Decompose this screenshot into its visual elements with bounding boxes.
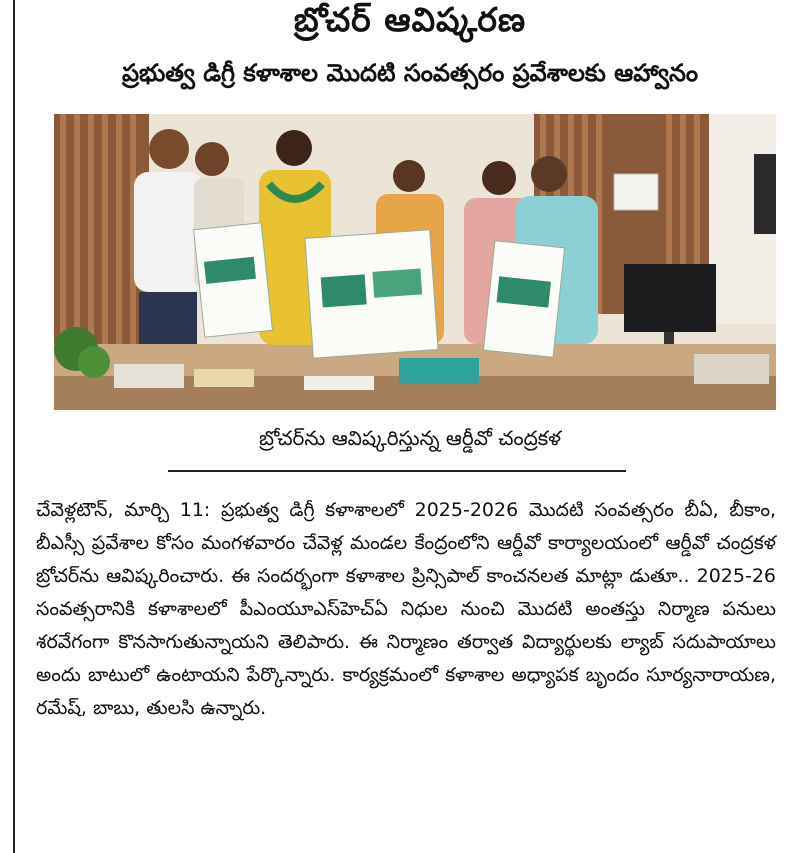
brochure-left: [194, 223, 273, 338]
caption-divider: [168, 470, 626, 472]
photo-caption: బ్రోచర్‌ను ఆవిష్కరిస్తున్న ఆర్డీవో చంద్రకళ: [258, 426, 562, 450]
headline: బ్రోచర్ ఆవిష్కరణ: [293, 0, 527, 39]
column-rule: [13, 0, 15, 853]
news-photo: [54, 114, 776, 410]
subheadline: ప్రభుత్వ డిగ్రీ కళాశాల మొదటి సంవత్సరం ప్రవేశాలకు ఆహ్వానం: [121, 59, 699, 87]
brochure-center: [305, 230, 438, 358]
brochure-right: [483, 241, 564, 358]
article-body: చేవెళ్లటౌన్, మార్చి 11: ప్రభుత్వ డిగ్రీ కళాశాలలో 2025-2026 మొదటి సంవత్సరం బీఏ, బీకాం, బీఎస్సీ ప్రవేశాల కోసం మంగళవారం చేవెళ్ల మండల కేంద్రంలోని ఆర్డీవో కార్యాలయంలో ఆర్డీవో చంద్రకళ బ్రోచర్‌ను ఆవిష్కరించారు. ఈ సందర్భంగా కళాశాల ప్రిన్సిపాల్ కాంచనలత మాట్లా డుతూ.. 2025-26 సంవత్సరానికి కళాశాలలో పీఎంయూఎస్‌హెచ్‌ఏ నిధుల నుంచి మొదటి అంతస్తు నిర్మాణ పనులు శరవేగంగా కొనసాగుతున్నాయని తెలిపారు. ఈ నిర్మాణం తర్వాత విద్యార్థులకు ల్యాబ్ సదుపాయాలు అందు బాటులో ఉంటాయని పేర్కొన్నారు. కార్యక్రమంలో కళాశాల అధ్యాపక బృందం సూర్యనారాయణ, రమేష్, బాబు, తులసి ఉన్నారు.: [36, 499, 776, 719]
